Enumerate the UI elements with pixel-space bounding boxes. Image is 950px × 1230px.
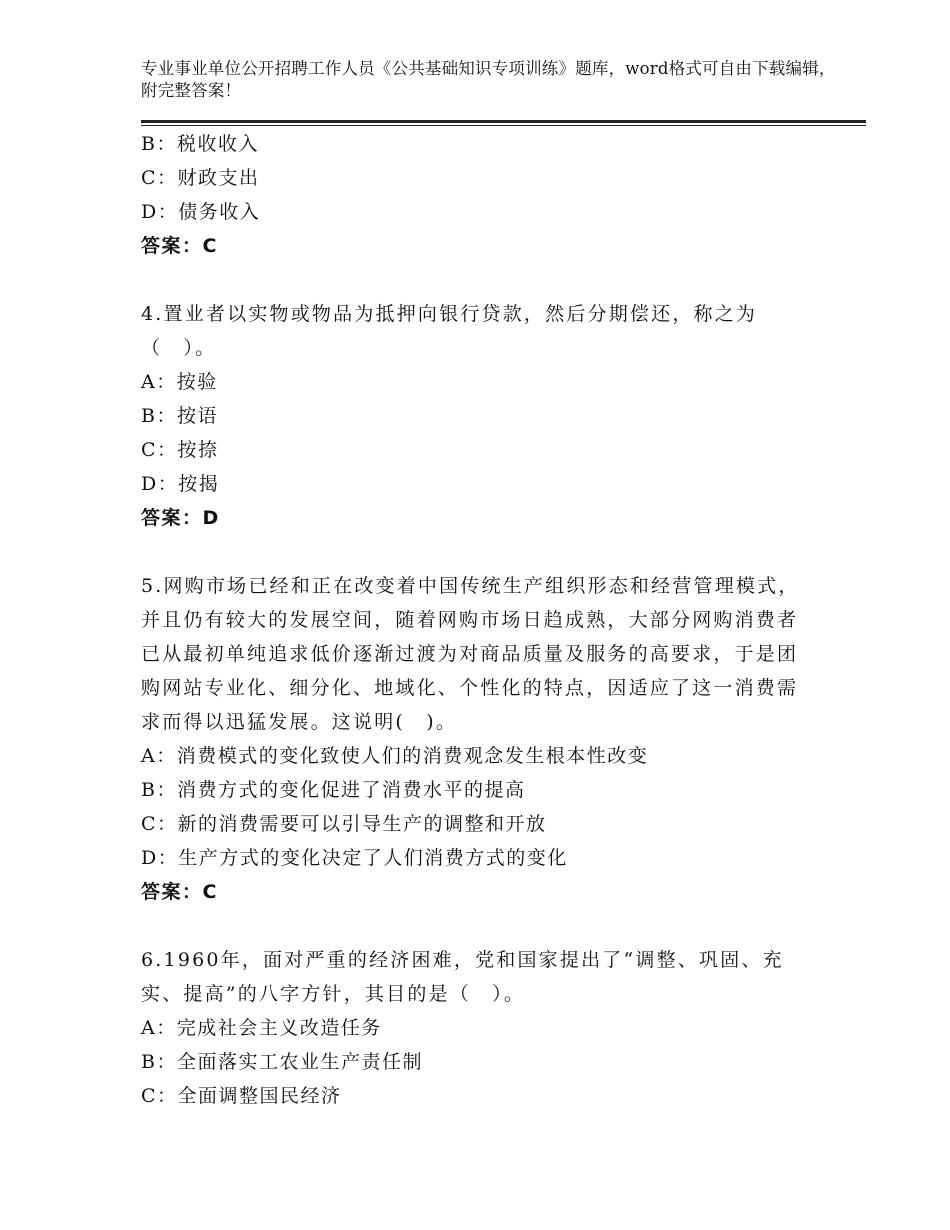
option-d: D：按揭 — [141, 473, 220, 495]
option-b: B：按语 — [141, 405, 218, 427]
option-c: C：新的消费需要可以引导生产的调整和开放 — [141, 813, 547, 835]
question-3 — [141, 127, 806, 263]
spacer — [141, 263, 806, 297]
answer: 答案：C — [141, 235, 218, 257]
option-b: B：消费方式的变化促进了消费水平的提高 — [141, 779, 526, 801]
option-b: B：全面落实工农业生产责任制 — [141, 1051, 423, 1073]
question-4 — [141, 297, 806, 535]
question-stem: 4.置业者以实物或物品为抵押向银行贷款，然后分期偿还，称之为（ ）。 — [141, 303, 758, 359]
option-d: D：生产方式的变化决定了人们消费方式的变化 — [141, 847, 568, 869]
page-header: 专业事业单位公开招聘工作人员《公共基础知识专项训练》题库，word格式可自由下载编辑，附完整答案！ — [141, 59, 836, 100]
option-c: C：财政支出 — [141, 167, 260, 189]
option-b: B：税收收入 — [141, 133, 259, 155]
question-stem: 6.1960年，面对严重的经济困难，党和国家提出了“调整、巩固、充实、提高”的八字方针，其目的是（ ）。 — [141, 949, 784, 1005]
option-a: A：消费模式的变化致使人们的消费观念发生根本性改变 — [141, 745, 649, 767]
question-6 — [141, 943, 806, 1113]
question-5 — [141, 569, 806, 909]
question-content — [141, 127, 806, 1113]
option-d: D：债务收入 — [141, 201, 261, 223]
header-divider-thick — [141, 120, 866, 123]
option-c: C：全面调整国民经济 — [141, 1085, 342, 1107]
option-a: A：按验 — [141, 371, 218, 393]
header-divider-thin — [141, 125, 866, 126]
option-a: A：完成社会主义改造任务 — [141, 1017, 382, 1039]
answer: 答案：C — [141, 881, 218, 903]
spacer — [141, 909, 806, 943]
spacer — [141, 535, 806, 569]
answer: 答案：D — [141, 507, 220, 529]
option-c: C：按捺 — [141, 439, 219, 461]
question-stem: 5.网购市场已经和正在改变着中国传统生产组织形态和经营管理模式，并且仍有较大的发展空间，随着网购市场日趋成熟，大部分网购消费者已从最初单纯追求低价逐渐过渡为对商品质量及服务的高要求，于是团购网站专业化、细分化、地域化、个性化的特点，因适应了这一消费需求而得以迅猛发展。这说明( )。 — [141, 575, 800, 733]
